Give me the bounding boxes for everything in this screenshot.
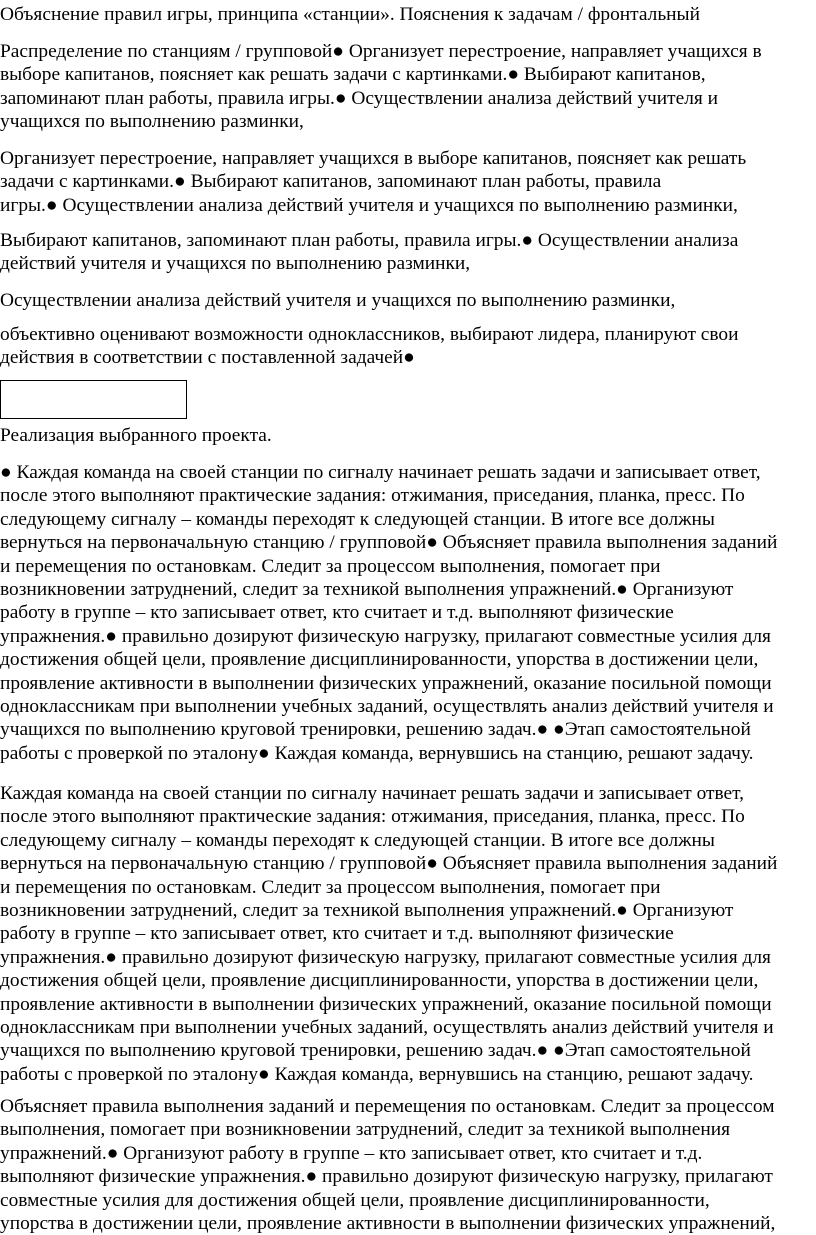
text-line: Распределение по станциям / групповой● Организует перестроение, направляет учащихся в bbox=[0, 41, 762, 62]
text-line: проявление активности в выполнении физических упражнений, оказание посильной помощи bbox=[0, 993, 772, 1015]
paragraph-project-implementation bbox=[0, 424, 816, 447]
text-line: запоминают план работы, правила игры.● Осуществлении анализа действий учителя и bbox=[0, 87, 719, 109]
paragraph-stations-bulleted bbox=[0, 461, 816, 765]
text-line: Организует перестроение, направляет учащихся в выборе капитанов, поясняет как решать bbox=[0, 148, 747, 169]
text-line: после этого выполняют практические задания: отжимания, приседания, планка, пресс. По bbox=[0, 485, 745, 507]
text-line: объективно оценивают возможности одноклассников, выбирают лидера, планируют свои bbox=[0, 324, 739, 345]
text-line: работу в группе – кто записывает ответ, кто считает и т.д. выполняют физические bbox=[0, 923, 674, 945]
text-line: ● Каждая команда на своей станции по сигналу начинает решать задачи и записывает ответ, bbox=[0, 462, 761, 483]
paragraph-objective-assessment bbox=[0, 323, 816, 370]
text-line: вернуться на первоначальную станцию / групповой● Объясняет правила выполнения заданий bbox=[0, 532, 778, 554]
text-line: учащихся по выполнению разминки, bbox=[0, 111, 304, 133]
text-line: действия в соответствии с поставленной задачей● bbox=[0, 347, 415, 369]
text-line: проявление активности в выполнении физических упражнений, оказание посильной помощи bbox=[0, 672, 772, 694]
text-line: работы с проверкой по эталону● Каждая команда, вернувшись на станцию, решают задачу. bbox=[0, 1063, 754, 1085]
text-line: действий учителя и учащихся по выполнению разминки, bbox=[0, 253, 471, 275]
text-line: после этого выполняют практические задания: отжимания, приседания, планка, пресс. По bbox=[0, 806, 745, 828]
text-line: и перемещения по остановкам. Следит за процессом выполнения, помогает при bbox=[0, 555, 661, 577]
paragraph-choose-captains bbox=[0, 229, 816, 276]
text-line: достижения общей цели, проявление дисциплинированности, упорства в достижении цели, bbox=[0, 649, 759, 671]
paragraph-heading-rules bbox=[0, 3, 816, 26]
text-line: учащихся по выполнению круговой тренировки, решению задач.● ●Этап самостоятельной bbox=[0, 1040, 751, 1062]
text-line: учащихся по выполнению круговой тренировки, решению задач.● ●Этап самостоятельной bbox=[0, 719, 751, 741]
text-line: задачи с картинками.● Выбирают капитанов, запоминают план работы, правила bbox=[0, 171, 662, 193]
text-line: и перемещения по остановкам. Следит за процессом выполнения, помогает при bbox=[0, 876, 661, 898]
text-line: достижения общей цели, проявление дисциплинированности, упорства в достижении цели, bbox=[0, 970, 759, 992]
text-line: Выбирают капитанов, запоминают план работы, правила игры.● Осуществлении анализа bbox=[0, 230, 739, 251]
text-line: следующему сигналу – команды переходят к следующей станции. В итоге все должны bbox=[0, 829, 715, 851]
text-line: возникновении затруднений, следит за техникой выполнения упражнений.● Организуют bbox=[0, 578, 734, 600]
paragraph-stations-repeat bbox=[0, 782, 816, 1086]
text-line: вернуться на первоначальную станцию / групповой● Объясняет правила выполнения заданий bbox=[0, 853, 778, 875]
paragraph-station-distribution bbox=[0, 40, 816, 134]
text-line: упражнения.● правильно дозируют физическую нагрузку, прилагают совместные усилия для bbox=[0, 946, 771, 968]
text-line: возникновении затруднений, следит за техникой выполнения упражнений.● Организуют bbox=[0, 899, 734, 921]
text-line: одноклассникам при выполнении учебных заданий, осуществлять анализ действий учителя и bbox=[0, 1016, 774, 1038]
text-line: одноклассникам при выполнении учебных заданий, осуществлять анализ действий учителя и bbox=[0, 695, 774, 717]
paragraph-organizes-regrouping bbox=[0, 147, 816, 217]
text-line: Каждая команда на своей станции по сигналу начинает решать задачи и записывает ответ, bbox=[0, 783, 745, 804]
text-line: Объясняет правила выполнения заданий и перемещения по остановкам. Следит за процессом bbox=[0, 1096, 775, 1117]
text-line: выполнения, помогает при возникновении затруднений, следит за техникой выполнения bbox=[0, 1119, 731, 1141]
text-line: Реализация выбранного проекта. bbox=[0, 425, 272, 446]
text-line: упражнений.● Организуют работу в группе – кто записывает ответ, кто считает и т.д. bbox=[0, 1142, 703, 1164]
text-line: упражнения.● правильно дозируют физическую нагрузку, прилагают совместные усилия для bbox=[0, 625, 771, 647]
text-line: выполняют физические упражнения.● правильно дозируют физическую нагрузку, прилагают bbox=[0, 1166, 773, 1188]
text-line: игры.● Осуществлении анализа действий учителя и учащихся по выполнению разминки, bbox=[0, 194, 738, 216]
text-line: работы с проверкой по эталону● Каждая команда, вернувшись на станцию, решают задачу. bbox=[0, 742, 754, 764]
text-line: Осуществлении анализа действий учителя и учащихся по выполнению разминки, bbox=[0, 290, 676, 311]
text-line: следующему сигналу – команды переходят к следующей станции. В итоге все должны bbox=[0, 508, 715, 530]
text-line: упорства в достижении цели, проявление активности в выполнении физических упражнений, bbox=[0, 1212, 776, 1234]
text-line: Объяснение правил игры, принципа «станции». Пояснения к задачам / фронтальный bbox=[0, 4, 700, 25]
empty-table-cell-box bbox=[0, 380, 187, 419]
paragraph-explains-rules bbox=[0, 1095, 816, 1235]
text-line: совместные усилия для достижения общей цели, проявление дисциплинированности, bbox=[0, 1189, 710, 1211]
paragraph-analysis-warmup bbox=[0, 289, 816, 312]
text-line: выборе капитанов, поясняет как решать задачи с картинками.● Выбирают капитанов, bbox=[0, 64, 706, 86]
text-line: работу в группе – кто записывает ответ, кто считает и т.д. выполняют физические bbox=[0, 602, 674, 624]
